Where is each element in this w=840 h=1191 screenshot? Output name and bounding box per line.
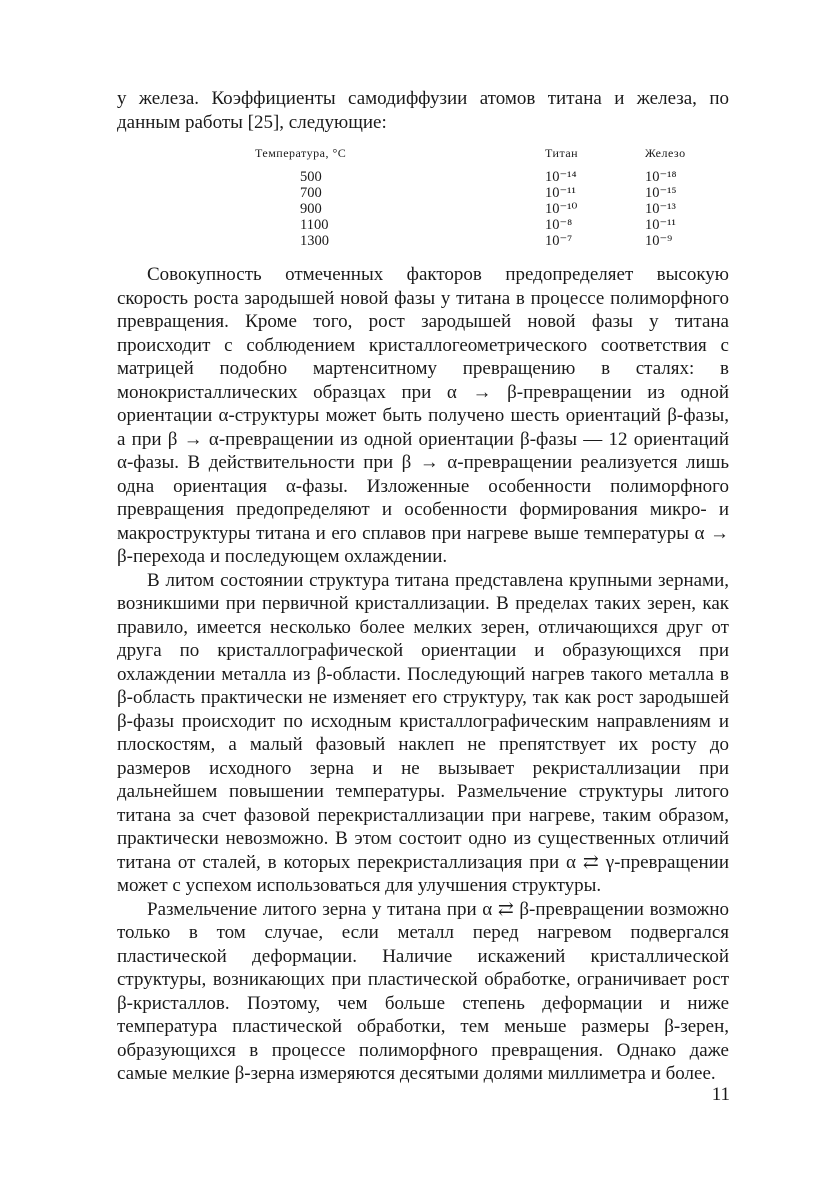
intro-text-block (117, 87, 729, 134)
paragraph-grain-refinement: Размельчение литого зерна у титана при α ⇄ β-превращении возможно только в том случае, если металл перед нагревом подвергался пластической деформации. Наличие искажений кристаллической структуры, возникающих при пластической обработке, ограничивает рост β-кристаллов. Поэтому, чем больше степень деформации и ниже температура пластической обработки, тем меньше размеры β-зерен, образующихся в процессе полиморфного превращения. Однако даже самые мелкие β-зерна измеряются десятыми долями миллиметра и более. (117, 898, 729, 1084)
cell-titanium: 10⁻¹⁰ (545, 201, 578, 217)
header-temperature: Температура, °С (255, 146, 347, 160)
body-text-block (117, 263, 729, 1086)
cell-iron: 10⁻¹¹ (645, 217, 676, 233)
cell-temperature: 1100 (300, 217, 329, 233)
table-row (255, 233, 705, 249)
cell-iron: 10⁻¹⁵ (645, 185, 677, 201)
intro-paragraph: у железа. Коэффициенты самодиффузии атомов титана и железа, по данным работы [25], следующие: (117, 88, 729, 133)
cell-titanium: 10⁻⁷ (545, 233, 573, 249)
cell-iron: 10⁻¹⁸ (645, 169, 677, 185)
cell-titanium: 10⁻¹¹ (545, 185, 576, 201)
paragraph-factors: Совокупность отмеченных факторов предопределяет высокую скорость роста зародышей новой фазы у титана в процессе полиморфного превращения. Кроме того, рост зародышей новой фазы у титана происходит с соблюдением кристаллогеометрического соответствия с матрицей подобно мартенситному превращению в сталях: в монокристаллических образцах при α → β-превращении из одной ориентации α-структуры может быть получено шесть ориентаций β-фазы, а при β → α-превращении из одной ориентации β-фазы — 12 ориентаций α-фазы. В действительности при β → α-превращении реализуется лишь одна ориентация α-фазы. Изложенные особенности полиморфного превращения предопределяют и особенности формирования микро- и макроструктуры титана и его сплавов при нагреве выше температуры α → β-перехода и последующем охлаждении. (117, 264, 729, 567)
self-diffusion-table (255, 145, 705, 249)
cell-temperature: 700 (300, 185, 322, 201)
cell-temperature: 500 (300, 169, 322, 185)
cell-temperature: 1300 (300, 233, 329, 249)
table-row (255, 201, 705, 217)
cell-temperature: 900 (300, 201, 322, 217)
table-row (255, 169, 705, 185)
header-titanium: Титан (545, 146, 579, 160)
page-number: 11 (711, 1084, 730, 1105)
cell-titanium: 10⁻⁸ (545, 217, 573, 233)
table-row (255, 185, 705, 201)
paragraph-cast-state: В литом состоянии структура титана представлена крупными зернами, возникшими при первичной кристаллизации. В пределах таких зерен, как правило, имеется несколько более мелких зерен, отличающихся друг от друга по кристаллографической ориентации и образующихся при охлаждении металла из β-области. Последующий нагрев такого металла в β-область практически не изменяет его структуру, так как рост зародышей β-фазы происходит по исходным кристаллографическим направлениям и плоскостям, а малый фазовый наклеп не препятствует их росту до размеров исходного зерна и не вызывает рекристаллизации при дальнейшем повышении температуры. Размельчение структуры литого титана за счет фазовой перекристаллизации при нагреве, таким образом, практически невозможно. В этом состоит одно из существенных отличий титана от сталей, в которых перекристаллизация при α ⇄ γ-превращении может с успехом использоваться для улучшения структуры. (117, 569, 729, 896)
cell-titanium: 10⁻¹⁴ (545, 169, 577, 185)
header-iron: Железо (645, 146, 686, 160)
cell-iron: 10⁻⁹ (645, 233, 673, 249)
table-header-row (255, 145, 705, 169)
table-row (255, 217, 705, 233)
cell-iron: 10⁻¹³ (645, 201, 676, 217)
